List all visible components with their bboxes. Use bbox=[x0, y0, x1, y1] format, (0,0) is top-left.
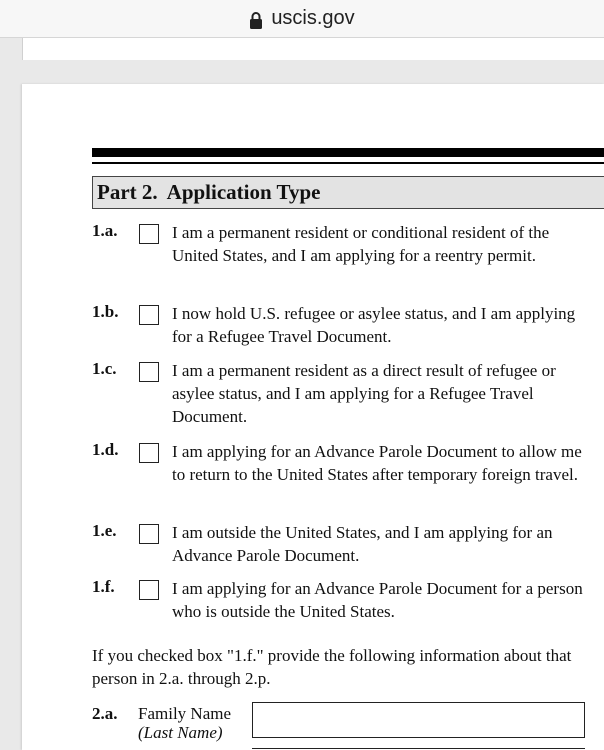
family-name-row bbox=[92, 702, 604, 750]
option-1e-checkbox[interactable] bbox=[139, 524, 159, 544]
option-1c-checkbox[interactable] bbox=[139, 362, 159, 382]
option-text: I now hold U.S. refugee or asylee status, and I am applying for a Refugee Travel Document. bbox=[172, 304, 576, 346]
part-title: Application Type bbox=[166, 180, 321, 204]
option-1d-checkbox[interactable] bbox=[139, 443, 159, 463]
option-number: 1.d. bbox=[92, 440, 119, 459]
option-number: 1.a. bbox=[92, 221, 118, 240]
lock-icon bbox=[249, 11, 263, 29]
option-text: I am a permanent resident or conditional resident of the United States, and I am applying for a reentry permit. bbox=[172, 223, 550, 265]
option-number: 1.b. bbox=[92, 302, 119, 321]
family-name-input[interactable] bbox=[252, 702, 585, 738]
section-rule-thin bbox=[92, 162, 604, 164]
previous-page-edge bbox=[22, 38, 604, 60]
option-text: I am applying for an Advance Parole Document to allow me to return to the United States after temporary foreign travel. bbox=[172, 442, 582, 484]
browser-address-bar[interactable] bbox=[0, 0, 604, 38]
option-number: 1.e. bbox=[92, 521, 117, 540]
option-text: I am a permanent resident as a direct result of refugee or asylee status, and I am applying for a Refugee Travel Document. bbox=[172, 361, 556, 426]
option-text: I am outside the United States, and I am applying for an Advance Parole Document. bbox=[172, 523, 553, 565]
option-number: 1.c. bbox=[92, 359, 117, 378]
option-1b-checkbox[interactable] bbox=[139, 305, 159, 325]
family-name-label bbox=[138, 704, 231, 742]
option-1f-checkbox[interactable] bbox=[139, 580, 159, 600]
option-text: I am applying for an Advance Parole Document for a person who is outside the United States. bbox=[172, 579, 583, 621]
part-number: Part 2. bbox=[97, 180, 158, 204]
section-rule-heavy bbox=[92, 148, 604, 157]
instruction-note: If you checked box "1.f." provide the following information about that person in 2.a. through 2.p. bbox=[92, 646, 572, 688]
field-label-text: Family Name bbox=[138, 704, 232, 723]
part-header bbox=[92, 176, 604, 209]
field-sublabel: (Last Name) bbox=[138, 723, 223, 742]
form-page bbox=[22, 84, 604, 750]
field-number: 2.a. bbox=[92, 704, 118, 723]
option-1a-checkbox[interactable] bbox=[139, 224, 159, 244]
url-text: uscis.gov bbox=[271, 7, 355, 29]
option-number: 1.f. bbox=[92, 577, 115, 596]
